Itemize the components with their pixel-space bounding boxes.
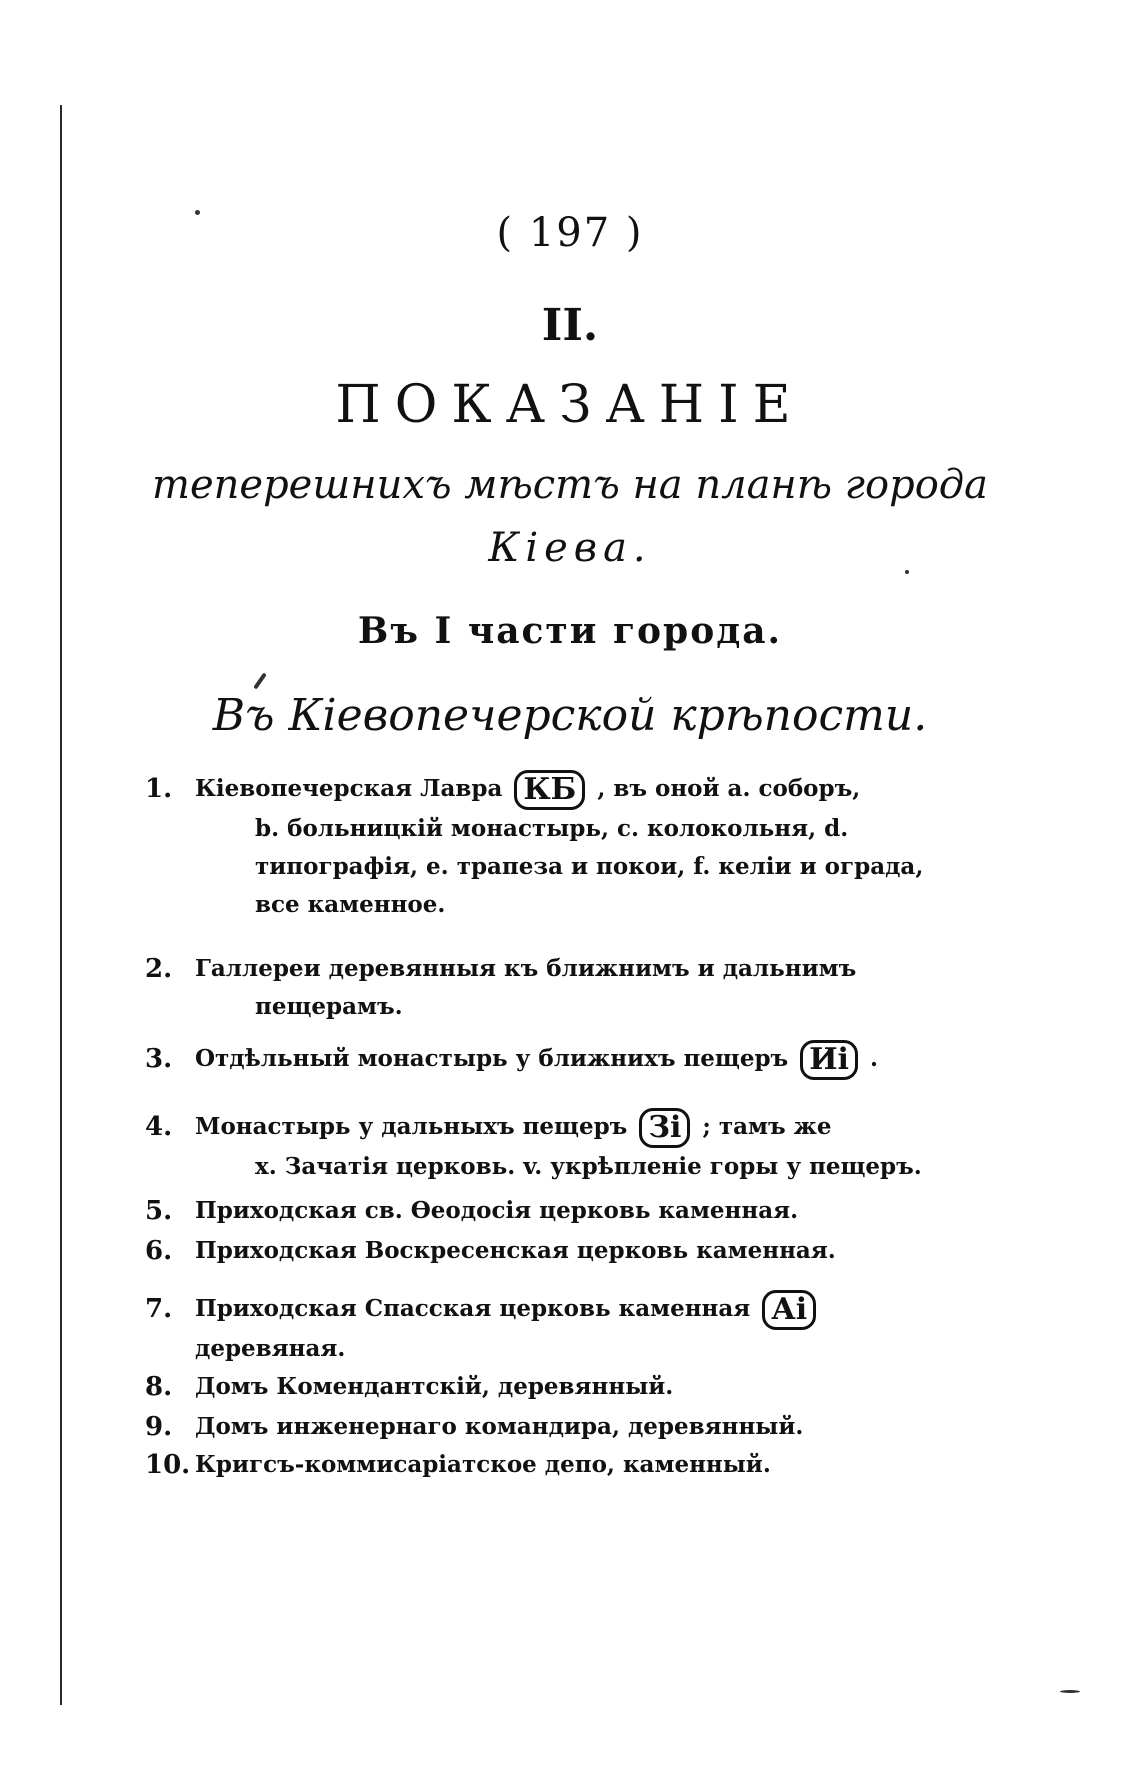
item-number: 10. xyxy=(145,1450,191,1480)
item-number: 1. xyxy=(145,774,173,804)
item-text: Приходская Спасская церковь каменная xyxy=(195,1295,751,1322)
item-continuation: пещерамъ. xyxy=(255,993,403,1020)
fortress-heading: Въ Кіевопечерской крѣпости. xyxy=(212,690,928,741)
item-text-post: деревяная. xyxy=(195,1335,346,1362)
item-text-post: ; тамъ же xyxy=(702,1113,832,1140)
item-text: Домъ Комендантскій, деревянный. xyxy=(195,1373,674,1400)
map-code: Зі xyxy=(639,1108,690,1148)
item-text-post: , въ оной a. соборъ, xyxy=(597,775,861,802)
item-number: 3. xyxy=(145,1044,173,1074)
list-item xyxy=(145,1408,965,1446)
section-numeral: II. xyxy=(541,300,599,351)
item-text: Монастырь у дальныхъ пещеръ xyxy=(195,1113,628,1140)
list-item xyxy=(145,1232,965,1270)
map-code: Иі xyxy=(800,1040,858,1080)
page-title: ПОКАЗАНІЕ xyxy=(335,375,805,435)
list-item xyxy=(145,1040,965,1080)
part-heading: Въ I части города. xyxy=(357,610,783,652)
item-text: Приходская Воскресенская церковь каменная. xyxy=(195,1237,836,1264)
item-number: 5. xyxy=(145,1196,173,1226)
item-number: 7. xyxy=(145,1294,173,1324)
map-code: Аі xyxy=(762,1290,816,1330)
item-text: Галлереи деревянныя къ ближнимъ и дальнимъ xyxy=(195,955,857,982)
item-text: Отдѣльный монастырь у ближнихъ пещеръ xyxy=(195,1045,789,1072)
item-number: 8. xyxy=(145,1372,173,1402)
list-item xyxy=(145,1446,965,1484)
item-text: Домъ инженернаго командира, деревянный. xyxy=(195,1413,804,1440)
list-item xyxy=(145,1192,965,1230)
list-item xyxy=(145,1108,965,1186)
list-item xyxy=(145,770,965,924)
scan-speck xyxy=(253,672,267,689)
item-number: 2. xyxy=(145,954,173,984)
item-number: 4. xyxy=(145,1112,173,1142)
subtitle-line2: Кіева. xyxy=(488,525,652,571)
list-item xyxy=(145,1368,965,1406)
item-text: Приходская св. Ѳеодосія церковь каменная. xyxy=(195,1197,799,1224)
scan-speck xyxy=(1060,1690,1080,1693)
list-item xyxy=(145,1290,965,1368)
item-text: Кіевопечерская Лавра xyxy=(195,775,503,802)
item-number: 9. xyxy=(145,1412,173,1442)
scan-speck xyxy=(195,210,200,215)
page-number: ( 197 ) xyxy=(496,210,644,256)
item-text: Кригсъ-коммисаріатское депо, каменный. xyxy=(195,1451,771,1478)
subtitle-line1: теперешнихъ мѣстъ на планѣ города xyxy=(152,462,988,508)
list-item xyxy=(145,950,965,1026)
item-continuation: x. Зачатія церковь. v. укрѣпленіе горы у пещеръ. xyxy=(255,1153,922,1180)
map-code: КБ xyxy=(514,770,585,810)
item-continuation: b. больницкій монастырь, c. колокольня, d. типографія, e. трапеза и покои, f. келіи и ограда, все каменное. xyxy=(255,815,924,918)
item-number: 6. xyxy=(145,1236,173,1266)
item-text-post: . xyxy=(869,1045,878,1072)
scan-speck xyxy=(905,570,909,574)
